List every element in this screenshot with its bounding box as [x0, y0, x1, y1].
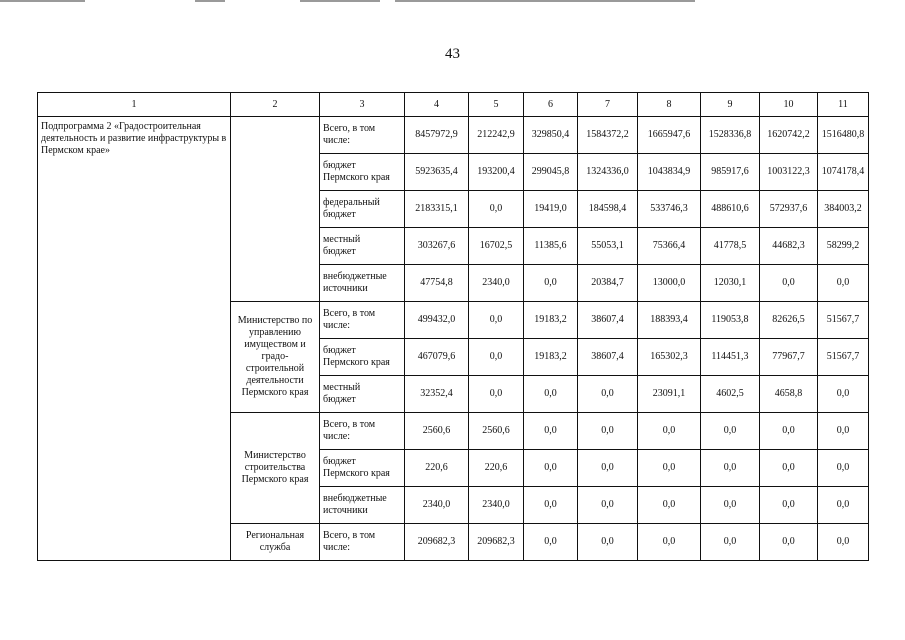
- amount-cell: 220,6: [469, 450, 524, 487]
- amount-cell: 209682,3: [469, 524, 524, 561]
- amount-cell: 0,0: [760, 524, 818, 561]
- amount-cell: 572937,6: [760, 191, 818, 228]
- funding-source-line: числе:: [323, 431, 351, 442]
- amount-cell: 0,0: [524, 265, 578, 302]
- amount-cell: 58299,2: [818, 228, 869, 265]
- amount-cell: 0,0: [578, 524, 638, 561]
- funding-source-cell: [320, 117, 405, 154]
- amount-cell: 220,6: [405, 450, 469, 487]
- amount-cell: 0,0: [701, 450, 760, 487]
- amount-cell: 5923635,4: [405, 154, 469, 191]
- amount-cell: 0,0: [760, 487, 818, 524]
- amount-cell: 119053,8: [701, 302, 760, 339]
- amount-cell: 0,0: [469, 302, 524, 339]
- table-body: [38, 117, 869, 561]
- funding-source-line: числе:: [323, 320, 351, 331]
- amount-cell: 209682,3: [405, 524, 469, 561]
- amount-cell: 2560,6: [405, 413, 469, 450]
- amount-cell: 0,0: [818, 524, 869, 561]
- amount-cell: 32352,4: [405, 376, 469, 413]
- funding-source-cell: [320, 487, 405, 524]
- page-number: 43: [445, 46, 460, 62]
- amount-cell: 19183,2: [524, 339, 578, 376]
- budget-table: [37, 92, 869, 561]
- amount-cell: 488610,6: [701, 191, 760, 228]
- amount-cell: 1528336,8: [701, 117, 760, 154]
- funding-source-line: Пермского края: [323, 468, 390, 479]
- amount-cell: 0,0: [578, 376, 638, 413]
- amount-cell: 2183315,1: [405, 191, 469, 228]
- funding-source-cell: [320, 413, 405, 450]
- column-header: 1: [38, 93, 231, 117]
- funding-source-line: числе:: [323, 135, 351, 146]
- amount-cell: 188393,4: [638, 302, 701, 339]
- amount-cell: 0,0: [638, 487, 701, 524]
- amount-cell: 0,0: [818, 413, 869, 450]
- amount-cell: 0,0: [524, 524, 578, 561]
- funding-source-cell: [320, 265, 405, 302]
- amount-cell: 4602,5: [701, 376, 760, 413]
- funding-source-line: Всего, в том: [323, 530, 376, 541]
- funding-source-line: бюджет: [323, 246, 356, 257]
- amount-cell: 2340,0: [469, 487, 524, 524]
- amount-cell: 1043834,9: [638, 154, 701, 191]
- column-header: 5: [469, 93, 524, 117]
- amount-cell: 47754,8: [405, 265, 469, 302]
- funding-source-cell: [320, 191, 405, 228]
- amount-cell: 303267,6: [405, 228, 469, 265]
- amount-cell: 1074178,4: [818, 154, 869, 191]
- funding-source-line: бюджет: [323, 345, 356, 356]
- funding-source-line: бюджет: [323, 394, 356, 405]
- funding-source-line: местный: [323, 234, 361, 245]
- funding-source-cell: [320, 376, 405, 413]
- amount-cell: 985917,6: [701, 154, 760, 191]
- funding-source-line: бюджет: [323, 456, 356, 467]
- amount-cell: 114451,3: [701, 339, 760, 376]
- amount-cell: 0,0: [524, 413, 578, 450]
- column-header: 10: [760, 93, 818, 117]
- amount-cell: 0,0: [469, 376, 524, 413]
- amount-cell: 2340,0: [469, 265, 524, 302]
- amount-cell: 0,0: [578, 450, 638, 487]
- amount-cell: 0,0: [578, 413, 638, 450]
- amount-cell: 0,0: [524, 450, 578, 487]
- funding-source-line: источники: [323, 283, 368, 294]
- amount-cell: 13000,0: [638, 265, 701, 302]
- executor-cell: Министерство по управлению имуществом и градо-строительной деятельности Пермского края: [231, 302, 320, 413]
- scan-artifact: [300, 0, 380, 2]
- amount-cell: 82626,5: [760, 302, 818, 339]
- amount-cell: 51567,7: [818, 339, 869, 376]
- funding-source-cell: [320, 339, 405, 376]
- amount-cell: 499432,0: [405, 302, 469, 339]
- amount-cell: 184598,4: [578, 191, 638, 228]
- amount-cell: 51567,7: [818, 302, 869, 339]
- funding-source-line: Всего, в том: [323, 123, 376, 134]
- funding-source-line: внебюджетные: [323, 493, 387, 504]
- column-header: 6: [524, 93, 578, 117]
- amount-cell: 0,0: [701, 524, 760, 561]
- column-header: 2: [231, 93, 320, 117]
- amount-cell: 467079,6: [405, 339, 469, 376]
- funding-source-line: числе:: [323, 542, 351, 553]
- scan-artifact: [0, 0, 85, 2]
- amount-cell: 19183,2: [524, 302, 578, 339]
- column-header: 4: [405, 93, 469, 117]
- amount-cell: 16702,5: [469, 228, 524, 265]
- amount-cell: 0,0: [701, 413, 760, 450]
- table-row: [38, 117, 869, 154]
- amount-cell: 75366,4: [638, 228, 701, 265]
- funding-source-cell: [320, 450, 405, 487]
- funding-source-cell: [320, 154, 405, 191]
- scan-artifact: [395, 0, 695, 2]
- funding-source-line: местный: [323, 382, 361, 393]
- amount-cell: 11385,6: [524, 228, 578, 265]
- amount-cell: 0,0: [818, 450, 869, 487]
- amount-cell: 0,0: [524, 376, 578, 413]
- amount-cell: 19419,0: [524, 191, 578, 228]
- amount-cell: 0,0: [638, 413, 701, 450]
- amount-cell: 0,0: [701, 487, 760, 524]
- amount-cell: 1584372,2: [578, 117, 638, 154]
- column-header: 9: [701, 93, 760, 117]
- amount-cell: 4658,8: [760, 376, 818, 413]
- amount-cell: 38607,4: [578, 339, 638, 376]
- amount-cell: 0,0: [638, 450, 701, 487]
- program-name-cell: Подпрограмма 2 «Градостроительная деятельность и развитие инфраструктуры в Пермском крае»: [38, 117, 231, 561]
- amount-cell: 0,0: [760, 265, 818, 302]
- funding-source-line: источники: [323, 505, 368, 516]
- amount-cell: 44682,3: [760, 228, 818, 265]
- column-header: 11: [818, 93, 869, 117]
- funding-source-cell: [320, 228, 405, 265]
- amount-cell: 2340,0: [405, 487, 469, 524]
- header-row: [38, 93, 869, 117]
- amount-cell: 329850,4: [524, 117, 578, 154]
- column-header: 7: [578, 93, 638, 117]
- amount-cell: 533746,3: [638, 191, 701, 228]
- amount-cell: 0,0: [469, 191, 524, 228]
- amount-cell: 55053,1: [578, 228, 638, 265]
- amount-cell: 12030,1: [701, 265, 760, 302]
- amount-cell: 0,0: [760, 413, 818, 450]
- amount-cell: 1620742,2: [760, 117, 818, 154]
- amount-cell: 0,0: [469, 339, 524, 376]
- amount-cell: 23091,1: [638, 376, 701, 413]
- amount-cell: 212242,9: [469, 117, 524, 154]
- amount-cell: 0,0: [818, 487, 869, 524]
- amount-cell: 0,0: [818, 376, 869, 413]
- amount-cell: 38607,4: [578, 302, 638, 339]
- amount-cell: 0,0: [818, 265, 869, 302]
- funding-source-cell: [320, 524, 405, 561]
- amount-cell: 8457972,9: [405, 117, 469, 154]
- amount-cell: 1003122,3: [760, 154, 818, 191]
- funding-source-line: Всего, в том: [323, 419, 376, 430]
- executor-cell: Региональная служба: [231, 524, 320, 561]
- amount-cell: 0,0: [638, 524, 701, 561]
- funding-source-line: бюджет: [323, 209, 356, 220]
- executor-cell: Министерство строительства Пермского края: [231, 413, 320, 524]
- amount-cell: 299045,8: [524, 154, 578, 191]
- amount-cell: 77967,7: [760, 339, 818, 376]
- amount-cell: 1516480,8: [818, 117, 869, 154]
- executor-cell: [231, 117, 320, 302]
- funding-source-line: внебюджетные: [323, 271, 387, 282]
- amount-cell: 20384,7: [578, 265, 638, 302]
- amount-cell: 384003,2: [818, 191, 869, 228]
- scan-artifact: [195, 0, 225, 2]
- funding-source-cell: [320, 302, 405, 339]
- amount-cell: 41778,5: [701, 228, 760, 265]
- column-header: 3: [320, 93, 405, 117]
- amount-cell: 2560,6: [469, 413, 524, 450]
- amount-cell: 0,0: [760, 450, 818, 487]
- amount-cell: 0,0: [524, 487, 578, 524]
- amount-cell: 165302,3: [638, 339, 701, 376]
- funding-source-line: Пермского края: [323, 357, 390, 368]
- amount-cell: 1665947,6: [638, 117, 701, 154]
- funding-source-line: Всего, в том: [323, 308, 376, 319]
- amount-cell: 1324336,0: [578, 154, 638, 191]
- amount-cell: 193200,4: [469, 154, 524, 191]
- funding-source-line: бюджет: [323, 160, 356, 171]
- funding-source-line: федеральный: [323, 197, 380, 208]
- funding-source-line: Пермского края: [323, 172, 390, 183]
- amount-cell: 0,0: [578, 487, 638, 524]
- column-header: 8: [638, 93, 701, 117]
